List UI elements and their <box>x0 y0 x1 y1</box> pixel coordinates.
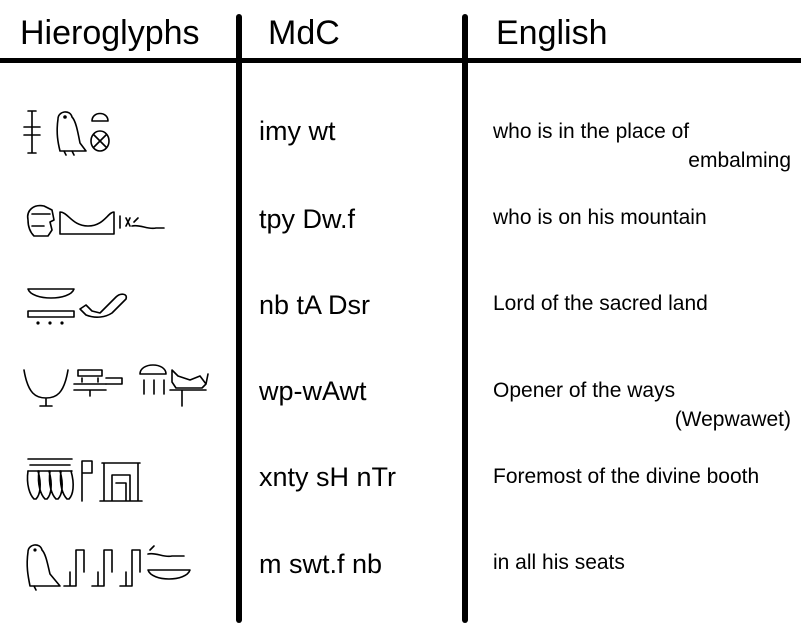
english-row-1-cont: embalming <box>688 149 791 172</box>
header-english: English <box>496 14 608 52</box>
english-row-2: who is on his mountain <box>493 206 707 229</box>
hieroglyph-m-swt-f-nb-icon <box>20 540 200 590</box>
hieroglyph-wp-wawt-icon <box>20 360 210 414</box>
column-divider-1 <box>236 14 242 623</box>
english-row-4-cont: (Wepwawet) <box>674 408 791 431</box>
mdc-row-6: m swt.f nb <box>259 549 383 579</box>
mdc-row-4: wp-wAwt <box>259 376 367 406</box>
english-row-4: Opener of the ways <box>493 379 676 402</box>
hieroglyph-xnty-sh-ntr-icon <box>20 455 150 503</box>
glyph-group-row-6 <box>20 540 200 595</box>
english-row-1: who is in the place of <box>493 120 690 143</box>
glyph-group-row-5 <box>20 455 150 508</box>
mdc-row-2: tpy Dw.f <box>259 204 356 234</box>
glyph-group-row-2 <box>20 200 170 245</box>
glyph-group-row-1 <box>20 105 120 162</box>
english-row-6: in all his seats <box>493 551 625 574</box>
english-row-5: Foremost of the divine booth <box>493 465 760 488</box>
glyph-group-row-4 <box>20 360 210 419</box>
column-divider-2 <box>462 14 468 623</box>
hieroglyph-tpy-dw-f-icon <box>20 200 170 240</box>
header-hieroglyphs: Hieroglyphs <box>20 14 200 52</box>
english-row-3: Lord of the sacred land <box>493 292 708 315</box>
header-mdc: MdC <box>268 14 340 52</box>
mdc-row-1: imy wt <box>259 116 336 146</box>
mdc-row-5: xnty sH nTr <box>259 462 397 492</box>
header-divider <box>0 58 801 63</box>
hieroglyph-nb-ta-dsr-icon <box>20 283 130 329</box>
mdc-row-3: nb tA Dsr <box>259 290 371 320</box>
glyph-group-row-3 <box>20 283 130 334</box>
hieroglyph-imy-wt-icon <box>20 105 120 157</box>
